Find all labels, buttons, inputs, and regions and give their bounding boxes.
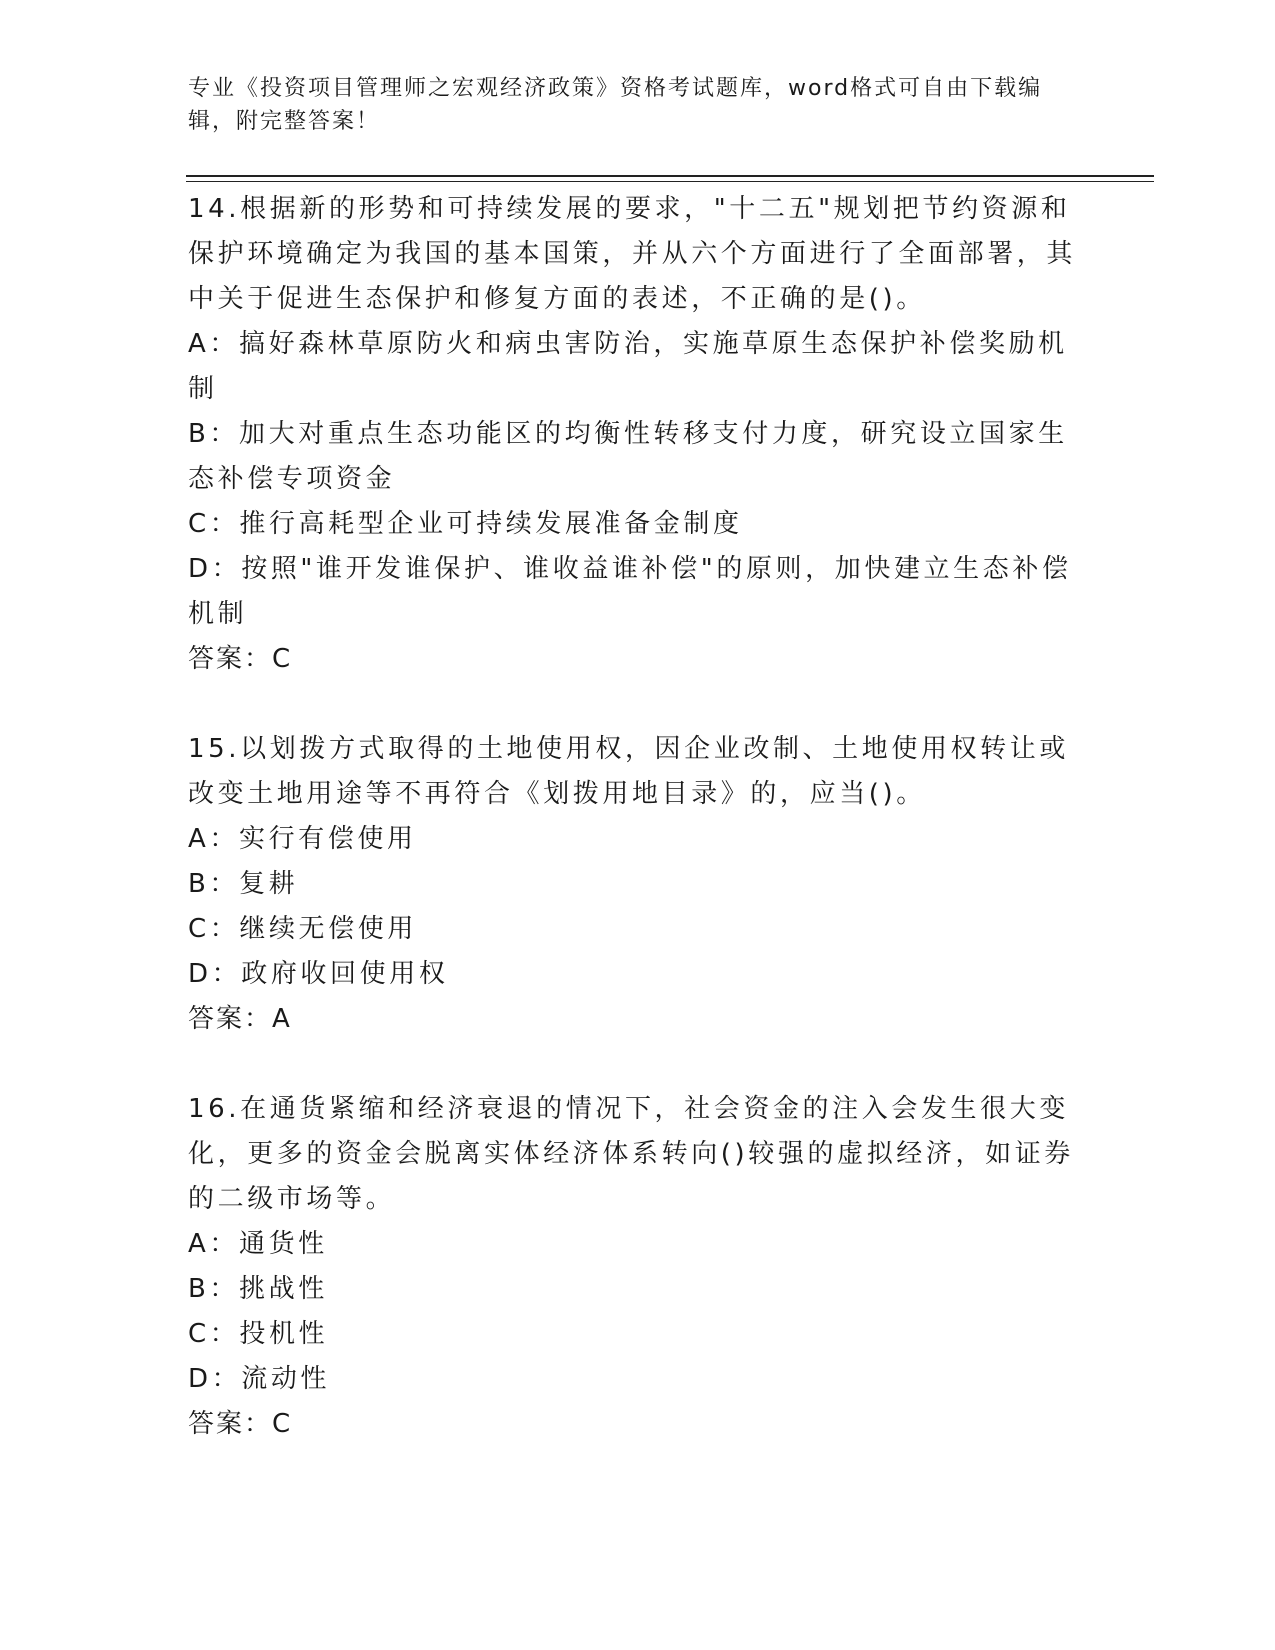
answer-value: C [272, 1409, 293, 1439]
option-b: B：挑战性 [188, 1274, 328, 1304]
document-header: 专业《投资项目管理师之宏观经济政策》资格考试题库，word格式可自由下载编辑，附完整答案！ [188, 76, 1043, 134]
option-d: D：按照"谁开发谁保护、谁收益谁补偿"的原则，加快建立生态补偿机制 [188, 554, 1072, 629]
answer-value: A [272, 1004, 292, 1034]
option-b: B：加大对重点生态功能区的均衡性转移支付力度，研究设立国家生态补偿专项资金 [188, 419, 1068, 494]
question-16 [188, 1087, 1078, 1447]
answer-line [188, 637, 1078, 682]
question-spacer [188, 1042, 1078, 1087]
option-c: C：推行高耗型企业可持续发展准备金制度 [188, 509, 743, 539]
question-spacer [188, 682, 1078, 727]
option-c: C：投机性 [188, 1319, 329, 1349]
answer-label: 答案： [188, 1409, 273, 1439]
option-a: A：实行有偿使用 [188, 824, 417, 854]
answer-label: 答案： [188, 1004, 273, 1034]
question-15 [188, 727, 1078, 1042]
option-b: B：复耕 [188, 869, 299, 899]
option-d: D：流动性 [188, 1364, 331, 1394]
answer-line [188, 1402, 1078, 1447]
option-d: D：政府收回使用权 [188, 959, 449, 989]
header-rule-thin [186, 181, 1154, 182]
question-stem: 14.根据新的形势和可持续发展的要求，"十二五"规划把节约资源和保护环境确定为我国的基本国策，并从六个方面进行了全面部署，其中关于促进生态保护和修复方面的表述，不正确的是()。 [188, 194, 1077, 314]
question-stem: 16.在通货紧缩和经济衰退的情况下，社会资金的注入会发生很大变化，更多的资金会脱离实体经济体系转向()较强的虚拟经济，如证券的二级市场等。 [188, 1094, 1074, 1214]
answer-label: 答案： [188, 644, 273, 674]
option-c: C：继续无偿使用 [188, 914, 417, 944]
option-a: A：通货性 [188, 1229, 328, 1259]
question-14 [188, 187, 1078, 682]
question-list [188, 187, 1078, 1447]
answer-value: C [272, 644, 293, 674]
answer-line [188, 997, 1078, 1042]
header-rule-thick [186, 175, 1154, 177]
question-stem: 15.以划拨方式取得的土地使用权，因企业改制、土地使用权转让或改变土地用途等不再符合《划拨用地目录》的，应当()。 [188, 734, 1069, 809]
option-a: A：搞好森林草原防火和病虫害防治，实施草原生态保护补偿奖励机制 [188, 329, 1068, 404]
